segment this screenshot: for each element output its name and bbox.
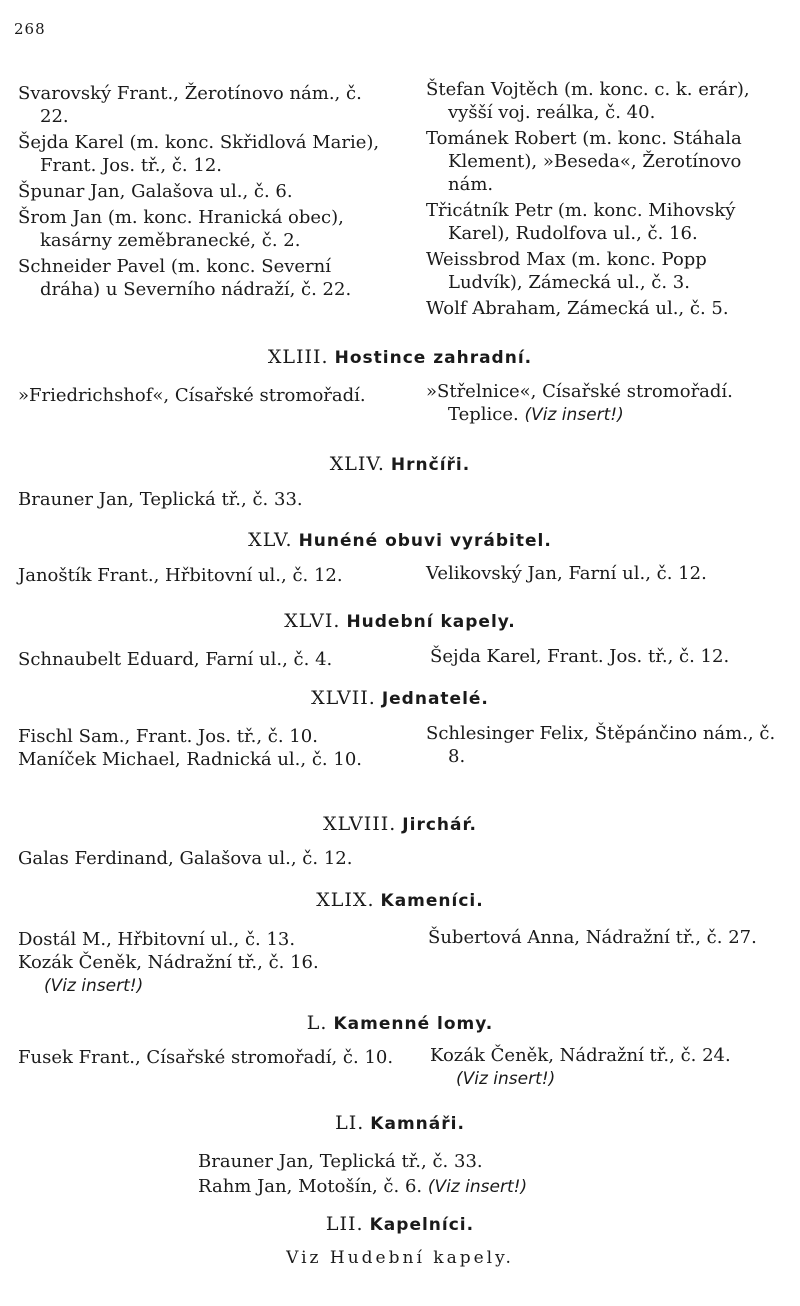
entry-text: Šejda Karel, Frant. Jos. tř., č. 12.	[430, 646, 730, 667]
entry-group	[198, 1149, 628, 1200]
section-title: Kapelníci.	[369, 1215, 475, 1235]
entry: Šejda Karel (m. konc. Skřidlová Marie), Frant. Jos. tř., č. 12.	[18, 132, 380, 176]
insert-note-line	[18, 974, 408, 998]
entry: Špunar Jan, Galašova ul., č. 6.	[18, 181, 293, 202]
entry-text: »Friedrichshof«, Císařské stromořadí.	[18, 385, 366, 406]
section-title: Hostince zahradní.	[334, 348, 533, 368]
section-heading	[0, 1111, 800, 1136]
entry-body: »Střelnice«, Císařské stromořadí. Teplice.	[426, 381, 733, 425]
section-heading	[0, 609, 800, 634]
section-number: XLVIII.	[323, 813, 397, 835]
insert-note: (Viz insert!)	[44, 976, 144, 996]
section-heading	[0, 528, 800, 553]
entry-text: Velikovský Jan, Farní ul., č. 12.	[426, 563, 707, 584]
entry-text	[426, 380, 782, 427]
section-heading	[0, 1212, 800, 1237]
section-title: Jircháŕ.	[402, 815, 477, 835]
entry-text: Dostál M., Hřbitovní ul., č. 13.	[18, 929, 296, 950]
section-heading	[0, 452, 800, 477]
insert-note: (Viz insert!)	[456, 1069, 556, 1089]
section-heading	[0, 1011, 800, 1036]
section-number: XLVI.	[284, 610, 341, 632]
section-number: L.	[306, 1012, 328, 1034]
entry-text: Schlesinger Felix, Štěpánčino nám., č. 8.	[426, 723, 776, 767]
entry	[430, 645, 786, 671]
left-column	[18, 725, 380, 774]
section-heading	[0, 686, 800, 711]
page-number: 268	[14, 20, 46, 38]
entry	[426, 722, 782, 771]
entry-body: Rahm Jan, Motošín, č. 6.	[198, 1176, 423, 1197]
entry	[426, 380, 782, 430]
insert-note: (Viz insert!)	[524, 405, 624, 425]
section-title: Kamenné lomy.	[333, 1014, 494, 1034]
entry: Tománek Robert (m. konc. Stáhala Klement), »Beseda«, Žerotínovo nám.	[426, 128, 742, 195]
section-title: Hunéné obuvi vyrábitel.	[298, 531, 552, 551]
top-left-column	[18, 82, 380, 304]
entry-text: Kozák Čeněk, Nádražní tř., č. 24.	[430, 1045, 731, 1066]
entry-text: Schnaubelt Eduard, Farní ul., č. 4.	[18, 649, 333, 670]
entry: Šrom Jan (m. konc. Hranická obec), kasárny zeměbranecké, č. 2.	[18, 207, 344, 251]
insert-note: (Viz insert!)	[427, 1177, 528, 1197]
section-number: LII.	[325, 1213, 364, 1235]
entry	[18, 384, 380, 410]
section-heading	[0, 888, 800, 913]
entry	[18, 648, 398, 674]
entry: Štefan Vojtěch (m. konc. c. k. erár), vyšší voj. reálka, č. 40.	[426, 79, 750, 123]
left-column	[18, 928, 408, 1001]
entry: Weissbrod Max (m. konc. Popp Ludvík), Zámecká ul., č. 3.	[426, 249, 707, 293]
entry-text: Kozák Čeněk, Nádražní tř., č. 16.	[18, 952, 319, 973]
section-number: XLIX.	[316, 889, 375, 911]
section-number: XLIII.	[267, 346, 329, 368]
entry-text: Janoštík Frant., Hřbitovní ul., č. 12.	[18, 565, 343, 586]
entry: Schneider Pavel (m. konc. Severní dráha) u Severního nádraží, č. 22.	[18, 256, 352, 300]
top-right-column	[426, 78, 782, 323]
section-heading	[0, 812, 800, 837]
section-title: Hrnčíři.	[390, 455, 471, 475]
insert-note-line	[430, 1067, 792, 1091]
entry-text: Maníček Michael, Radnická ul., č. 10.	[18, 749, 362, 770]
entry	[18, 564, 398, 590]
section-number: LI.	[335, 1112, 365, 1134]
entry-text: Šubertová Anna, Nádražní tř., č. 27.	[428, 927, 757, 948]
cross-reference: Viz Hudební kapely.	[286, 1248, 514, 1268]
entry	[428, 926, 784, 952]
entry-text: Brauner Jan, Teplická tř., č. 33.	[18, 489, 303, 510]
entry-text: Brauner Jan, Teplická tř., č. 33.	[198, 1151, 483, 1172]
section-title: Jednatelé.	[381, 689, 489, 709]
entry-text: Galas Ferdinand, Galašova ul., č. 12.	[18, 848, 353, 869]
section-number: XLV.	[248, 529, 293, 551]
entry	[426, 562, 782, 588]
section-number: XLIV.	[329, 453, 385, 475]
section-title: Kamnáři.	[370, 1114, 465, 1134]
entry: Svarovský Frant., Žerotínovo nám., č. 22.	[18, 83, 362, 127]
section-title: Kameníci.	[380, 891, 484, 911]
entry-text: Fischl Sam., Frant. Jos. tř., č. 10.	[18, 726, 318, 747]
entry	[18, 1046, 403, 1072]
section-heading	[0, 345, 800, 370]
entry: Wolf Abraham, Zámecká ul., č. 5.	[426, 298, 729, 319]
entry	[18, 488, 380, 514]
entry: Třicátník Petr (m. konc. Mihovský Karel), Rudolfova ul., č. 16.	[426, 200, 736, 244]
entry	[18, 847, 438, 873]
entry-text	[198, 1174, 628, 1200]
section-number: XLVII.	[311, 687, 376, 709]
entry	[430, 1044, 792, 1094]
section-title: Hudební kapely.	[346, 612, 516, 632]
entry-text: Fusek Frant., Císařské stromořadí, č. 10.	[18, 1047, 394, 1068]
